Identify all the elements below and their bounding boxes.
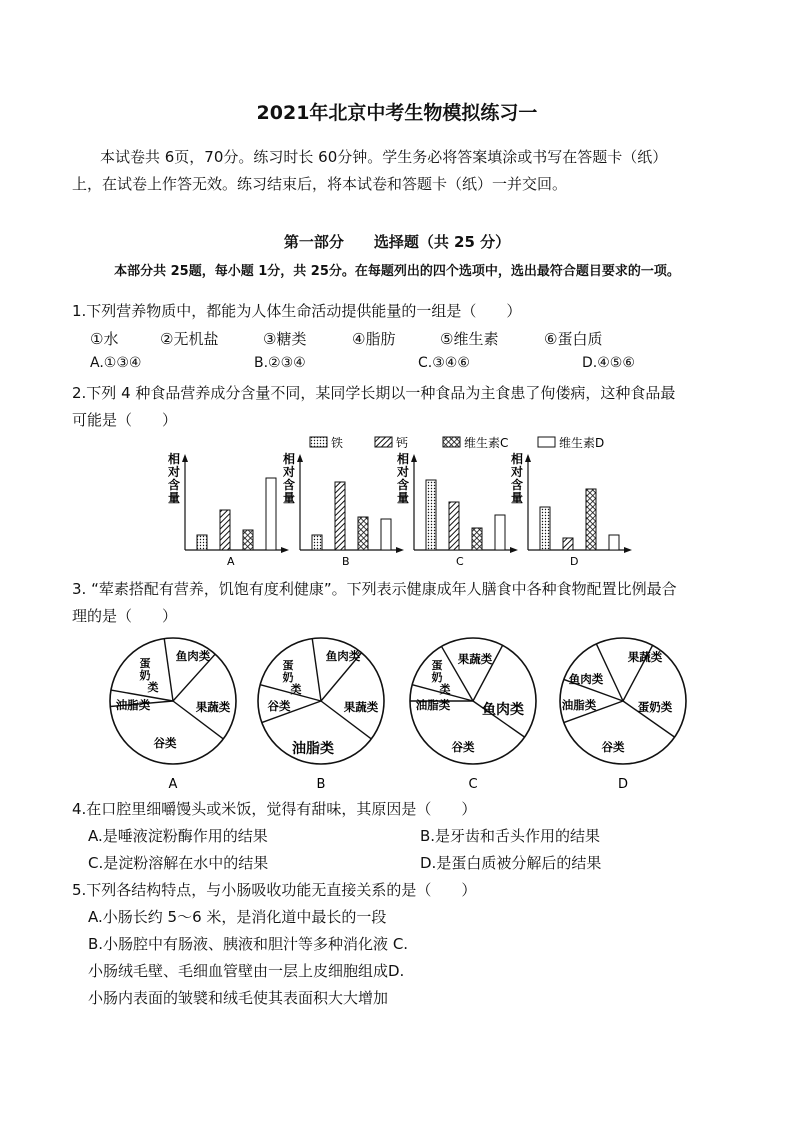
bar-c-2 (472, 528, 482, 550)
q4-option-a[interactable]: A.是唾液淀粉酶作用的结果 (88, 827, 268, 845)
pie-slice-label: 果蔬类 (343, 700, 379, 714)
y-axis-label-char: 含 (168, 478, 181, 492)
bar-c-3 (495, 515, 505, 550)
y-axis-arrow (525, 454, 531, 462)
legend-label-vitamin-d: 维生素D (559, 436, 605, 450)
bar-chart-label: C (456, 555, 464, 568)
section-note: 本部分共 25题，每小题 1分，共 25分。在每题列出的四个选项中，选出最符合题目要求的一项。 (114, 264, 680, 279)
bar-chart-d (510, 451, 632, 568)
q1-option-b[interactable]: B.②③④ (254, 355, 306, 371)
intro-line-1: 本试卷共 6页，70分。练习时长 60分钟。学生务必将答案填涂或书写在答题卡（纸） (100, 148, 668, 166)
q5-option-b[interactable]: B.小肠腔中有肠液、胰液和胆汁等多种消化液 C. (88, 935, 409, 953)
y-axis-arrow (297, 454, 303, 462)
pie-slice-label-char: 类 (290, 683, 302, 696)
bar-b-0 (312, 535, 322, 550)
bar-a-2 (243, 530, 253, 550)
pie-slice-label-char: 蛋 (282, 659, 294, 672)
x-axis-arrow (624, 547, 632, 553)
bar-d-3 (609, 535, 619, 550)
q1-option-a[interactable]: A.①③④ (90, 355, 142, 371)
bar-b-1 (335, 482, 345, 550)
q4-stem: 4.在口腔里细嚼馒头或米饭，觉得有甜味，其原因是（ ） (72, 800, 477, 818)
pie-slice-label: 蛋奶类 (637, 700, 673, 714)
q5-option-a[interactable]: A.小肠长约 5～6 米，是消化道中最长的一段 (88, 908, 387, 926)
legend-swatch-iron (310, 437, 327, 447)
y-axis-label-char: 对 (168, 465, 181, 479)
pie-slice-label: 油脂类 (115, 698, 151, 712)
q4-option-c[interactable]: C.是淀粉溶解在水中的结果 (88, 854, 269, 872)
q1-option-c[interactable]: C.③④⑥ (418, 355, 470, 371)
bar-chart-label: D (570, 555, 579, 568)
q2-stem-line-1: 2.下列 4 种食品营养成分含量不同，某同学长期以一种食品为主食患了佝偻病，这种食品最 (72, 384, 676, 402)
x-axis-arrow (281, 547, 289, 553)
bar-a-3 (266, 478, 276, 550)
pie-chart-c (410, 638, 536, 792)
y-axis-label-char: 相 (511, 452, 524, 466)
q5-stem: 5.下列各结构特点，与小肠吸收功能无直接关系的是（ ） (72, 881, 477, 899)
pie-slice-label-char: 类 (439, 683, 451, 696)
q2-stem-line-2: 可能是（ ） (72, 411, 178, 429)
bar-a-1 (220, 510, 230, 550)
pie-slice-label: 油脂类 (561, 698, 597, 712)
pie-slice-label: 鱼肉类 (482, 702, 524, 718)
q1-item: ①水 (90, 330, 119, 348)
pie-chart-d (560, 638, 686, 792)
bar-b-3 (381, 519, 391, 550)
q1-option-d[interactable]: D.④⑤⑥ (582, 355, 635, 371)
bar-chart-label: B (342, 555, 350, 568)
q1-item: ②无机盐 (160, 330, 219, 348)
q1-item: ⑤维生素 (440, 330, 499, 348)
pie-slice-label: 果蔬类 (457, 652, 493, 666)
pie-slice-label-char: 类 (147, 681, 159, 694)
pie-slice-label: 鱼肉类 (568, 672, 604, 686)
y-axis-label-char: 相 (283, 452, 296, 466)
bar-d-1 (563, 538, 573, 550)
bar-chart-c (396, 451, 518, 568)
pie-slice-label-char: 蛋 (139, 657, 151, 670)
y-axis-label-char: 对 (283, 465, 296, 479)
pie-slice-label: 油脂类 (415, 698, 451, 712)
x-axis-arrow (396, 547, 404, 553)
diet-pie-charts (95, 625, 705, 795)
y-axis-label-char: 对 (397, 465, 410, 479)
y-axis-label-char: 对 (511, 465, 524, 479)
pie-slice-label-char: 奶 (139, 669, 151, 682)
legend-swatch-vitamin-d (538, 437, 555, 447)
pie-slice-label: 油脂类 (292, 741, 334, 757)
q1-stem: 1.下列营养物质中，都能为人体生命活动提供能量的一组是（ ） (72, 302, 522, 320)
y-axis-label-char: 相 (397, 452, 410, 466)
y-axis-label-char: 含 (511, 478, 524, 492)
y-axis-label-char: 量 (168, 491, 181, 505)
bar-chart-label: A (227, 555, 235, 568)
q5-option-d[interactable]: 小肠内表面的皱襞和绒毛使其表面积大大增加 (88, 989, 389, 1007)
section-title: 第一部分 选择题（共 25 分） (283, 233, 511, 251)
pie-slice-label: 谷类 (601, 740, 625, 754)
pie-slice-label-char: 奶 (431, 671, 443, 684)
pie-slice-label-char: 蛋 (431, 659, 443, 672)
bar-chart-b (282, 451, 404, 568)
pie-slice-label: 谷类 (451, 740, 475, 754)
y-axis-label-char: 量 (397, 491, 410, 505)
page-title: 2021年北京中考生物模拟练习一 (256, 102, 538, 124)
pie-chart-label: D (617, 777, 629, 792)
chart-legend (310, 435, 604, 450)
y-axis-arrow (182, 454, 188, 462)
q4-option-d[interactable]: D.是蛋白质被分解后的结果 (420, 854, 602, 872)
pie-slice-label: 谷类 (153, 736, 177, 750)
y-axis-label-char: 量 (283, 491, 296, 505)
q3-stem-line-2: 理的是（ ） (72, 607, 178, 625)
x-axis-arrow (510, 547, 518, 553)
pie-chart-label: B (316, 777, 326, 792)
y-axis-label-char: 相 (168, 452, 181, 466)
q3-stem-line-1: 3. “荤素搭配有营养，饥饱有度利健康”。下列表示健康成年人膳食中各种食物配置比例最合 (72, 580, 677, 598)
legend-label-iron: 铁 (331, 436, 344, 450)
legend-label-calcium: 钙 (396, 436, 409, 450)
y-axis-label-char: 含 (283, 478, 296, 492)
pie-chart-label: C (468, 777, 478, 792)
pie-chart-label: A (168, 777, 178, 792)
legend-label-vitamin-c: 维生素C (464, 436, 509, 450)
pie-slice-label-char: 奶 (282, 671, 294, 684)
q1-item: ⑥蛋白质 (544, 330, 603, 348)
q1-item: ③糖类 (263, 330, 307, 348)
pie-slice-label: 谷类 (267, 699, 291, 713)
nutrient-bar-charts (160, 430, 640, 570)
bar-c-1 (449, 502, 459, 550)
legend-swatch-calcium (375, 437, 392, 447)
bar-c-0 (426, 480, 436, 550)
legend-swatch-vitamin-c (443, 437, 460, 447)
pie-slice-label: 果蔬类 (195, 700, 231, 714)
q5-option-c[interactable]: 小肠绒毛壁、毛细血管壁由一层上皮细胞组成D. (88, 962, 405, 980)
y-axis-arrow (411, 454, 417, 462)
bar-d-0 (540, 507, 550, 550)
y-axis-label-char: 量 (511, 491, 524, 505)
pie-chart-a (110, 638, 236, 792)
y-axis-label-char: 含 (397, 478, 410, 492)
q1-item: ④脂肪 (352, 330, 396, 348)
bar-a-0 (197, 535, 207, 550)
pie-slice-label: 鱼肉类 (175, 649, 211, 663)
bar-chart-a (167, 451, 289, 568)
q4-option-b[interactable]: B.是牙齿和舌头作用的结果 (420, 827, 601, 845)
pie-chart-b (258, 638, 384, 792)
bar-d-2 (586, 489, 596, 550)
pie-slice-label: 果蔬类 (627, 650, 663, 664)
bar-b-2 (358, 517, 368, 550)
intro-line-2: 上，在试卷上作答无效。练习结束后，将本试卷和答题卡（纸）一并交回。 (72, 175, 568, 193)
pie-slice-label: 鱼肉类 (325, 649, 361, 663)
